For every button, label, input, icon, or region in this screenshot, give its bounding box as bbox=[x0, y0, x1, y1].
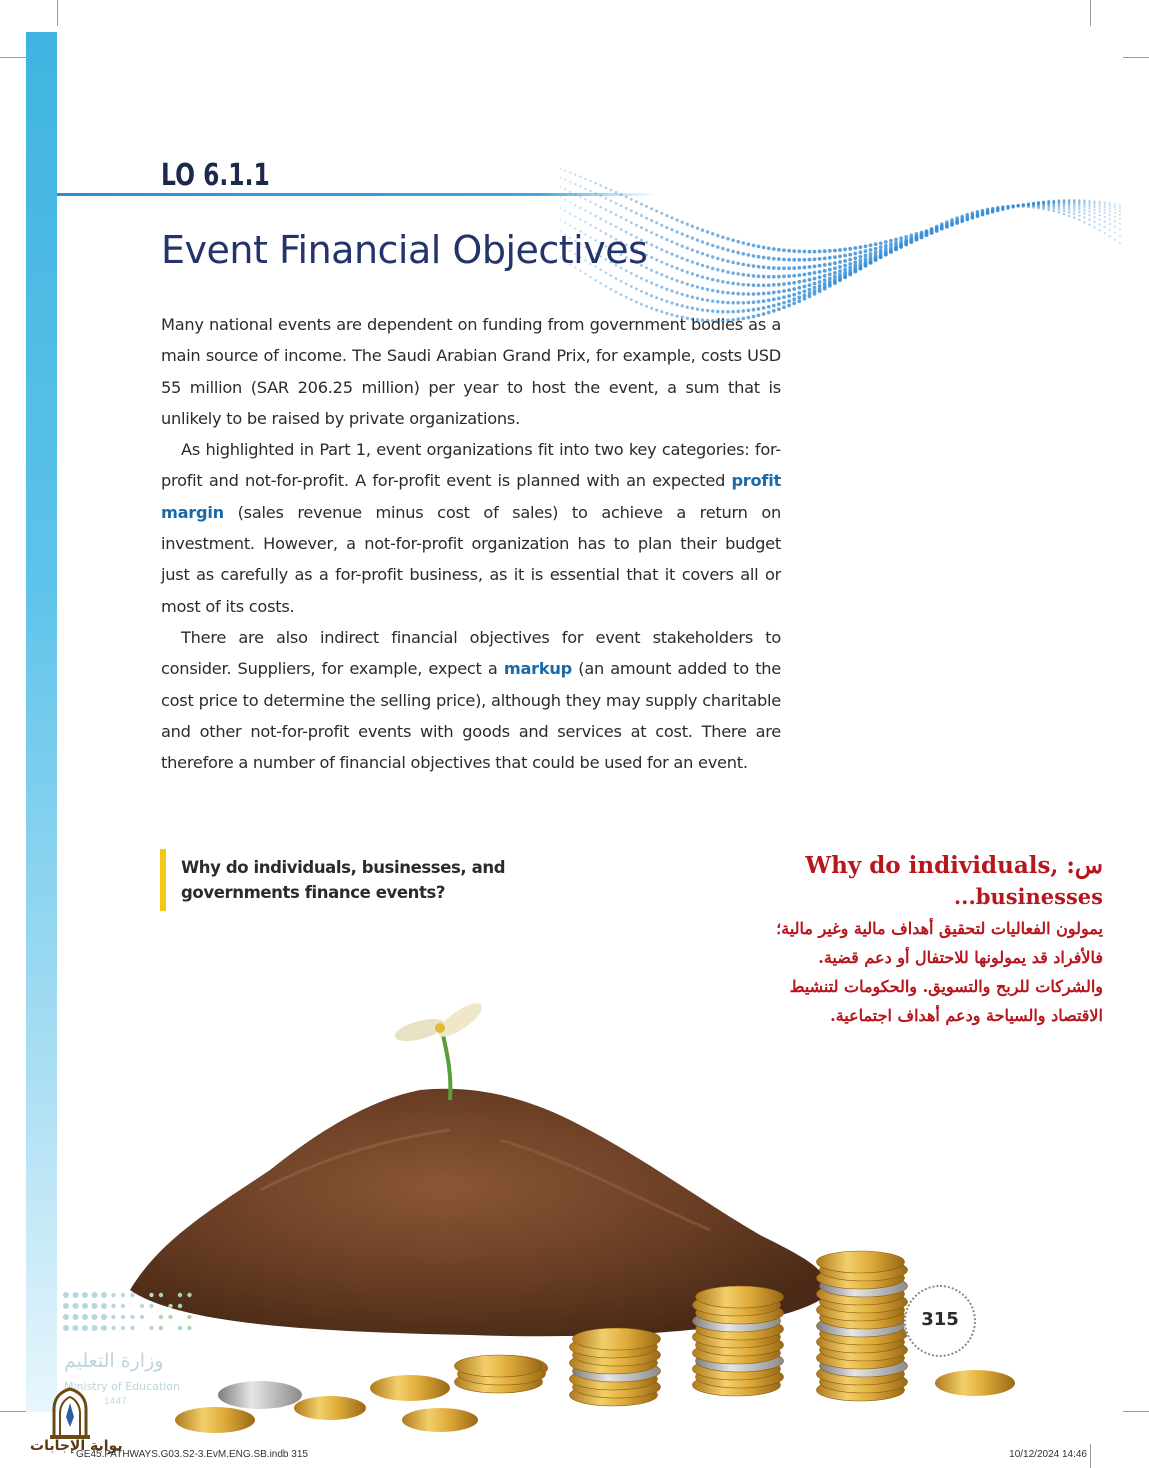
handwritten-question-line-2: ...businesses bbox=[953, 884, 1103, 909]
crop-mark bbox=[57, 0, 58, 26]
soil-and-coins-illustration bbox=[120, 990, 1040, 1440]
dotted-wave-graphic bbox=[560, 110, 1130, 340]
lo-label: LO 6.1.1 bbox=[161, 158, 270, 193]
paragraph-3: There are also indirect financial objectives for event stakeholders to consider. Suppliers, for example, expect a markup (an amount added to the cost price to determine the selling price), although they may supply charitable and other not-for-profit events with goods and services at cost. There are therefore a number of financial objectives that could be used for an event. bbox=[161, 627, 782, 773]
ministry-logo-dots bbox=[62, 1290, 202, 1336]
crop-mark bbox=[0, 1411, 26, 1412]
paragraph-2: As highlighted in Part 1, event organizations fit into two key categories: for-profit and not-for-profit. A for-profit event is planned with an expected profit margin (sales revenue minus cost of sales) to achieve a return on investment. However, a not-for-profit organization has to plan their budget just as carefully as a for-profit business, as it is essential that it covers all or most of its costs. bbox=[161, 440, 781, 616]
crop-mark bbox=[1123, 57, 1149, 58]
answer-line: فالأفراد قد يمولونها للاحتفال أو دعم قضية. bbox=[818, 948, 1103, 967]
paragraph-1: Many national events are dependent on funding from government bodies as a main source of income. The Saudi Arabian Grand Prix, for example, costs USD 55 million (SAR 206.25 million) per year to host the event, a sum that is unlikely to be raised by private organizations. bbox=[161, 315, 781, 428]
question-accent-bar bbox=[160, 849, 166, 911]
keyword-profit-margin: profit margin bbox=[161, 471, 781, 522]
discussion-question: Why do individuals, businesses, and governments finance events? bbox=[181, 858, 506, 902]
ministry-name-english: Ministry of Education bbox=[64, 1380, 181, 1393]
footer-file-info: GE45.PATHWAYS.G03.S2-3.EvM.ENG.SB.indb 315 bbox=[76, 1449, 308, 1460]
answer-line: والشركات للربح والتسويق. والحكومات لتنشيط bbox=[789, 977, 1103, 996]
watermark-logo-icon bbox=[46, 1387, 94, 1441]
watermark-text: بوابة الإجابات bbox=[30, 1438, 123, 1454]
body-text bbox=[161, 309, 781, 778]
keyword-markup: markup bbox=[503, 659, 572, 679]
crop-mark bbox=[1090, 1444, 1091, 1468]
answer-line: الاقتصاد والسياحة ودعم أهداف اجتماعية. bbox=[830, 1006, 1103, 1025]
side-color-bar bbox=[26, 32, 57, 1412]
ministry-name-arabic: وزارة التعليم bbox=[64, 1350, 164, 1372]
handwritten-question-line-1: Why do individuals, :س bbox=[805, 852, 1103, 879]
page-title: Event Financial Objectives bbox=[161, 228, 648, 272]
footer-timestamp: 10/12/2024 14:46 bbox=[1009, 1449, 1087, 1460]
crop-mark bbox=[1090, 0, 1091, 26]
page-number-badge bbox=[904, 1285, 976, 1357]
ministry-year: 1447 bbox=[104, 1397, 127, 1407]
crop-mark bbox=[1123, 1411, 1149, 1412]
answer-line: يمولون الفعاليات لتحقيق أهداف مالية وغير مالية؛ bbox=[776, 919, 1103, 938]
crop-mark bbox=[0, 57, 26, 58]
page-number: 315 bbox=[921, 1309, 959, 1330]
